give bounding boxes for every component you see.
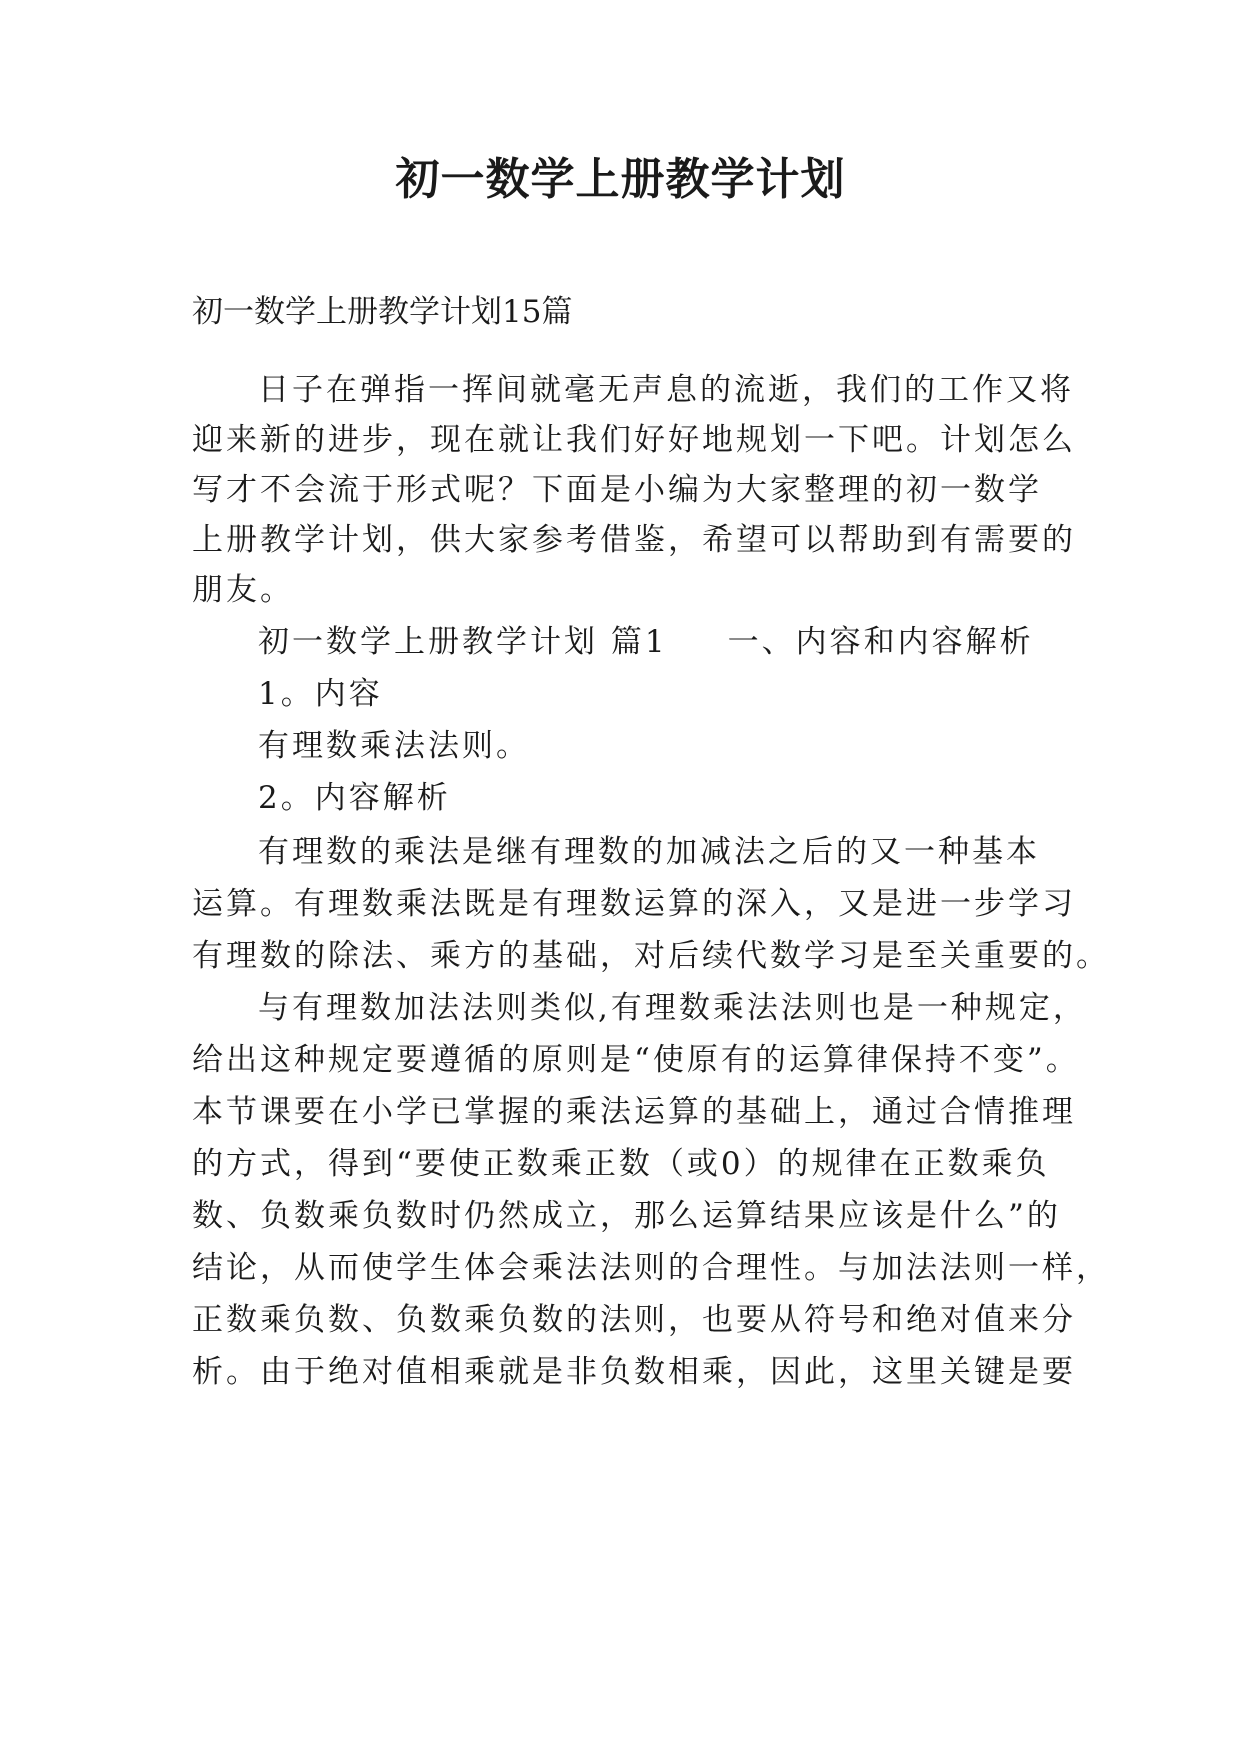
section-label: 初一数学上册教学计划 篇1 (258, 624, 668, 660)
paragraph-line: 写才不会流于形式呢？下面是小编为大家整理的初一数学 (192, 472, 1042, 508)
paragraph-line: 有理数的乘法是继有理数的加减法之后的又一种基本 (258, 834, 1040, 870)
section-heading-line (258, 620, 1034, 664)
paragraph-line: 日子在弹指一挥间就毫无声息的流逝，我们的工作又将 (258, 372, 1074, 408)
paragraph-line: 有理数乘法法则。 (258, 728, 530, 764)
paragraph-line: 迎来新的进步，现在就让我们好好地规划一下吧。计划怎么 (192, 422, 1076, 458)
paragraph-line: 的方式，得到“要使正数乘正数（或0）的规律在正数乘负 (192, 1146, 1050, 1182)
paragraph-line: 与有理数加法法则类似,有理数乘法法则也是一种规定， (258, 990, 1087, 1026)
paragraph-line: 正数乘负数、负数乘负数的法则，也要从符号和绝对值来分 (192, 1302, 1076, 1338)
paragraph-line: 数、负数乘负数时仍然成立，那么运算结果应该是什么”的 (192, 1198, 1061, 1234)
paragraph-line: 结论，从而使学生体会乘法法则的合理性。与加法法则一样， (192, 1250, 1110, 1286)
paragraph-line: 1。内容 (258, 676, 383, 712)
paragraph-line: 给出这种规定要遵循的原则是“使原有的运算律保持不变”。 (192, 1042, 1080, 1078)
paragraph-line: 有理数的除法、乘方的基础，对后续代数学习是至关重要的。 (192, 938, 1110, 974)
paragraph-line: 析。由于绝对值相乘就是非负数相乘，因此，这里关键是要 (192, 1354, 1076, 1390)
paragraph-line: 2。内容解析 (258, 780, 451, 816)
document-title: 初一数学上册教学计划 (395, 154, 846, 205)
document-subtitle: 初一数学上册教学计划15篇 (192, 294, 573, 330)
paragraph-line: 上册教学计划，供大家参考借鉴，希望可以帮助到有需要的 (192, 522, 1076, 558)
paragraph-line: 本节课要在小学已掌握的乘法运算的基础上，通过合情推理 (192, 1094, 1076, 1130)
section-subheading: 一、内容和内容解析 (727, 624, 1034, 660)
paragraph-line: 运算。有理数乘法既是有理数运算的深入，又是进一步学习 (192, 886, 1076, 922)
paragraph-line: 朋友。 (192, 572, 294, 608)
